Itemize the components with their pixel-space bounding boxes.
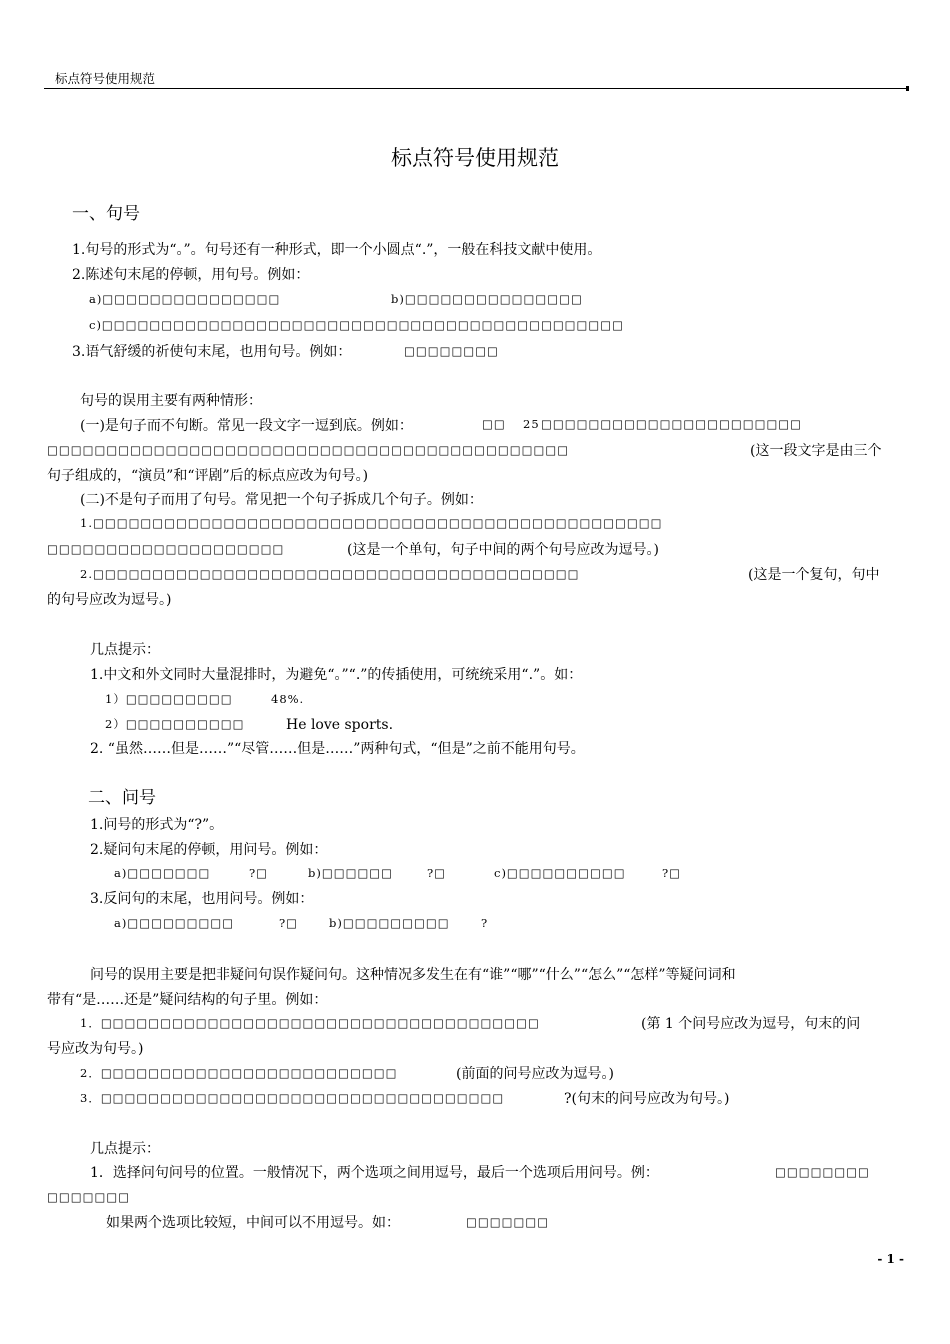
- s1-tip-1-example-2-value: He love sports.: [286, 717, 394, 733]
- s2-example-3b: b)□□□□□□□□□: [329, 916, 450, 930]
- s1-example-b: b)□□□□□□□□□□□□□□□: [391, 292, 583, 306]
- s2-error-example-1-note-b: 号应改为句号。): [47, 1041, 144, 1057]
- section-2-heading: 二、问号: [88, 788, 156, 808]
- s2-example-b-mark: ?□: [427, 866, 447, 880]
- s1-error-2-example-1: 1.□□□□□□□□□□□□□□□□□□□□□□□□□□□□□□□□□□□□□□□□□□□□□□□□: [80, 516, 663, 530]
- s1-error-1-note-a: (这一段文字是由三个: [750, 443, 882, 459]
- s2-tip-1-more: 如果两个选项比较短，中间可以不用逗号。如：: [106, 1215, 400, 1231]
- s2-example-3a-mark: ?□: [279, 916, 299, 930]
- s1-error-1-example-c: □□□□□□□□□□□□□□□□□□□□□□□□□□□□□□□□□□□□□□□□□□□□: [47, 443, 570, 457]
- s2-example-3b-mark: ?: [481, 916, 489, 930]
- s2-error-example-3-note: ?(句末的问号应改为句号。): [564, 1091, 730, 1107]
- s1-error-1: (一)是句子而不句断。常见一段文字一逗到底。例如：: [80, 418, 413, 434]
- s2-error-example-1-note-a: (第 1 个问号应改为逗号，句末的问: [641, 1016, 861, 1032]
- s2-tip-1: 1．选择问句问号的位置。一般情况下，两个选项之间用逗号，最后一个选项后用问号。例：: [90, 1165, 659, 1181]
- section-1-heading: 一、句号: [72, 204, 140, 224]
- s2-error-example-1: 1．□□□□□□□□□□□□□□□□□□□□□□□□□□□□□□□□□□□□□: [80, 1016, 540, 1030]
- s1-tips-title: 几点提示：: [90, 642, 160, 658]
- header-rule: [44, 88, 909, 89]
- s1-tip-1: 1.中文和外文同时大量混排时，为避免“。”“.”的传插使用，可统统采用“.”。如：: [90, 667, 583, 683]
- s2-tip-1-example: □□□□□□□□: [775, 1165, 870, 1179]
- s2-error-example-2-note: (前面的问号应改为逗号。): [456, 1066, 614, 1082]
- s1-tip-1-example-1: 1）□□□□□□□□□: [105, 692, 233, 706]
- s2-example-c-mark: ?□: [662, 866, 682, 880]
- s1-error-1-example-num: 25: [523, 417, 540, 431]
- s2-example-c: c)□□□□□□□□□□: [494, 866, 626, 880]
- s1-error-2-note-1: (这是一个单句，句子中间的两个句号应改为逗号。): [347, 542, 659, 558]
- s1-error-2-note-2a: (这是一个复句，句中: [748, 567, 880, 583]
- s1-paragraph-3-example: □□□□□□□□: [404, 344, 499, 358]
- running-header: 标点符号使用规范: [55, 71, 156, 86]
- s1-tip-1-example-2: 2）□□□□□□□□□□: [105, 717, 245, 731]
- s1-example-c: c)□□□□□□□□□□□□□□□□□□□□□□□□□□□□□□□□□□□□□□□□□□□□: [89, 318, 625, 332]
- s1-paragraph-2: 2.陈述句末尾的停顿，用句号。例如：: [72, 267, 310, 283]
- s2-error-example-3: 3．□□□□□□□□□□□□□□□□□□□□□□□□□□□□□□□□□□: [80, 1091, 505, 1105]
- s1-paragraph-1: 1.句号的形式为“。”。句号还有一种形式，即一个小圆点“.”，一般在科技文献中使用。: [72, 242, 602, 258]
- s1-error-1-example-b: □□□□□□□□□□□□□□□□□□□□□□: [541, 417, 803, 431]
- s1-error-1-note-b: 句子组成的，“演员”和“评剧”后的标点应改为句号。): [47, 468, 369, 484]
- s1-error-2-example-2: 2.□□□□□□□□□□□□□□□□□□□□□□□□□□□□□□□□□□□□□□□□□: [80, 567, 580, 581]
- s2-example-3a: a)□□□□□□□□□: [114, 916, 235, 930]
- page-number: - 1 -: [877, 1252, 904, 1266]
- s2-paragraph-1: 1.问号的形式为“?”。: [90, 817, 224, 833]
- s1-error-2-note-2b: 的句号应改为逗号。): [47, 592, 172, 608]
- s1-error-1-example-a: □□: [482, 417, 506, 431]
- s2-example-b: b)□□□□□□: [308, 866, 394, 880]
- s1-tip-2: 2. “虽然……但是……”“尽管……但是……”两种句式，“但是”之前不能用句号。: [90, 741, 585, 757]
- s2-tip-1-more-example: □□□□□□□: [466, 1215, 550, 1229]
- s2-example-a-mark: ?□: [249, 866, 269, 880]
- s1-error-2: (二)不是句子而用了句号。常见把一个句子拆成几个句子。例如：: [80, 492, 483, 508]
- header-rule-mark: [906, 86, 909, 91]
- s1-error-2-example-1b: □□□□□□□□□□□□□□□□□□□□: [47, 542, 285, 556]
- s1-errors-intro: 句号的误用主要有两种情形：: [80, 393, 262, 409]
- s1-tip-1-example-1-value: 48%.: [271, 692, 305, 706]
- s2-tip-1-example-b: □□□□□□□: [47, 1190, 131, 1204]
- page-title: 标点符号使用规范: [391, 146, 559, 170]
- s1-example-a: a)□□□□□□□□□□□□□□□: [89, 292, 281, 306]
- s2-paragraph-2: 2.疑问句末尾的停顿，用问号。例如：: [90, 842, 328, 858]
- s2-errors-a: 问号的误用主要是把非疑问句误作疑问句。这种情况多发生在有“谁”“哪”“什么”“怎么”“怎样”等疑问词和: [90, 967, 736, 983]
- s2-example-a: a)□□□□□□□: [114, 866, 211, 880]
- s2-tips-title: 几点提示：: [90, 1141, 160, 1157]
- s2-error-example-2: 2．□□□□□□□□□□□□□□□□□□□□□□□□□: [80, 1066, 398, 1080]
- s2-paragraph-3: 3.反问句的末尾，也用问号。例如：: [90, 891, 314, 907]
- s1-paragraph-3: 3.语气舒缓的祈使句末尾，也用句号。例如：: [72, 344, 352, 360]
- s2-errors-b: 带有“是……还是”疑问结构的句子里。例如：: [47, 992, 328, 1008]
